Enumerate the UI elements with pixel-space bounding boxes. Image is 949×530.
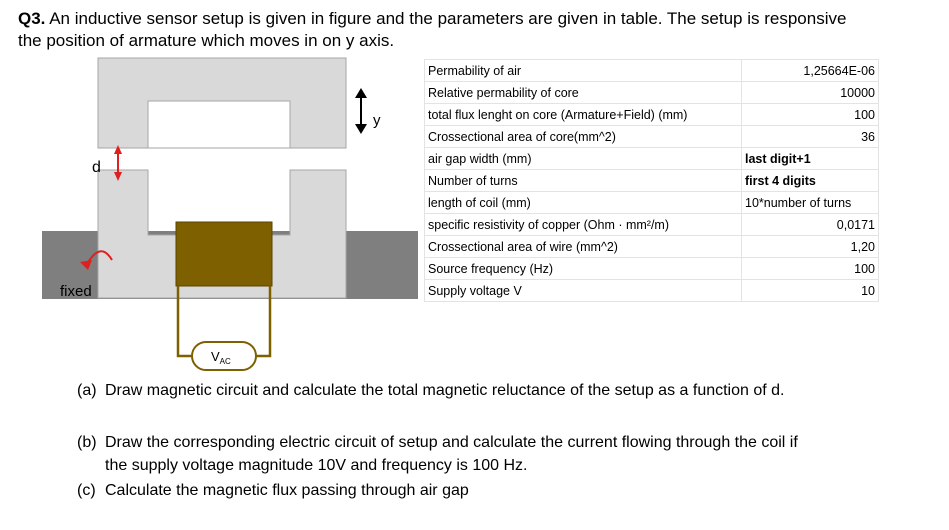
part-c-label: (c): [77, 482, 96, 499]
question-line-2: the position of armature which moves in on y axis.: [18, 31, 395, 50]
y-axis-arrow: [355, 88, 367, 134]
param-value: 10: [742, 280, 879, 302]
param-label: Permability of air: [425, 60, 742, 82]
y-label: y: [373, 112, 381, 129]
table-row: [425, 126, 879, 148]
armature-window: [148, 101, 290, 148]
table-row: [425, 258, 879, 280]
coil: [176, 222, 272, 286]
table-row: [425, 170, 879, 192]
table-row: [425, 60, 879, 82]
param-label: Supply voltage V: [425, 280, 742, 302]
question-text-1: An inductive sensor setup is given in figure and the parameters are given in table. The setup is responsive: [45, 9, 847, 28]
param-value: first 4 digits: [742, 170, 879, 192]
param-value: 100: [742, 104, 879, 126]
param-label: Crossectional area of wire (mm^2): [425, 236, 742, 258]
part-a-text: Draw magnetic circuit and calculate the total magnetic reluctance of the setup as a function of d.: [105, 382, 785, 399]
param-label: specific resistivity of copper (Ohm · mm²/m): [425, 214, 742, 236]
table-row: [425, 192, 879, 214]
param-label: Number of turns: [425, 170, 742, 192]
table-row: [425, 280, 879, 302]
param-label: Relative permability of core: [425, 82, 742, 104]
param-value: 1,25664E-06: [742, 60, 879, 82]
param-value: 10000: [742, 82, 879, 104]
table-row: [425, 236, 879, 258]
param-label: Crossectional area of core(mm^2): [425, 126, 742, 148]
param-value: 10*number of turns: [742, 192, 879, 214]
d-label: d: [92, 159, 101, 176]
part-b-text-2: the supply voltage magnitude 10V and frequency is 100 Hz.: [105, 457, 528, 474]
fixed-label: fixed: [60, 283, 92, 300]
param-value: 0,0171: [742, 214, 879, 236]
question-number: Q3.: [18, 9, 46, 28]
table-row: [425, 104, 879, 126]
param-label: length of coil (mm): [425, 192, 742, 214]
part-b-label: (b): [77, 434, 97, 451]
vac-main: V: [211, 349, 220, 364]
parameter-table: [424, 59, 879, 302]
param-label: Source frequency (Hz): [425, 258, 742, 280]
param-value: last digit+1: [742, 148, 879, 170]
table-row: [425, 214, 879, 236]
table-row: [425, 82, 879, 104]
param-label: air gap width (mm): [425, 148, 742, 170]
param-value: 1,20: [742, 236, 879, 258]
part-b-text-1: Draw the corresponding electric circuit of setup and calculate the current flowing through the coil if: [105, 434, 798, 451]
table-row: [425, 148, 879, 170]
part-c-text: Calculate the magnetic flux passing through air gap: [105, 482, 469, 499]
param-value: 100: [742, 258, 879, 280]
vac-sub: AC: [219, 357, 231, 366]
part-a-label: (a): [77, 382, 97, 399]
param-value: 36: [742, 126, 879, 148]
param-label: total flux lenght on core (Armature+Field) (mm): [425, 104, 742, 126]
